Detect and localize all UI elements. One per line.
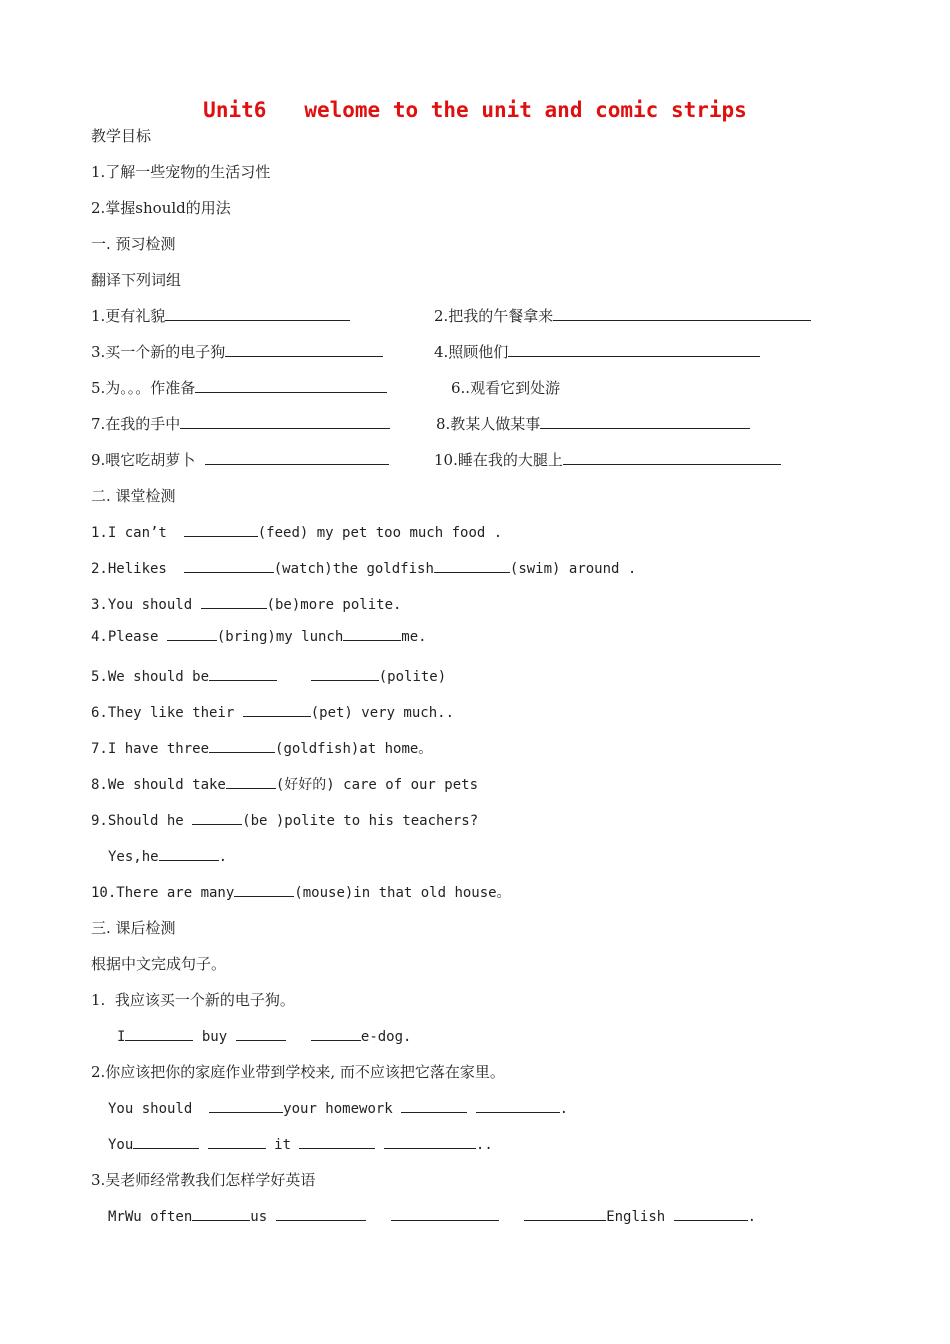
exercise-line: I buy e-dog. [117,1026,411,1047]
vocab-item: 6..观看它到处游 [451,379,561,397]
answer-blank[interactable] [236,1026,286,1041]
answer-blank[interactable] [195,378,387,393]
answer-blank[interactable] [125,1026,193,1041]
answer-blank[interactable] [225,342,383,357]
exercise-line: You it .. [108,1134,493,1155]
exercise-line: MrWu often us English . [108,1206,756,1227]
answer-blank[interactable] [343,626,401,641]
answer-blank[interactable] [208,1134,266,1149]
section-1-instruction: 翻译下列词组 [91,271,182,289]
exercise-line: 9.Should he (be )polite to his teachers? [91,810,478,831]
vocab-item: 7.在我的手中 [91,414,390,434]
exercise-line: You should your homework . [108,1098,568,1119]
section-3-instruction: 根据中文完成句子。 [91,955,227,973]
vocab-item: 4.照顾他们 [434,342,760,362]
sentence-prompt: 2.你应该把你的家庭作业带到学校来, 而不应该把它落在家里。 [91,1063,505,1081]
answer-blank[interactable] [205,450,389,465]
sentence-prompt: 1. 我应该买一个新的电子狗。 [91,991,295,1009]
vocab-item: 8.教某人做某事 [436,414,750,434]
exercise-line: 7.I have three (goldfish)at home。 [91,738,432,759]
exercise-line: 5.We should be (polite) [91,666,446,687]
answer-blank[interactable] [299,1134,375,1149]
document-title: Unit6 welome to the unit and comic strips [203,98,747,122]
answer-blank[interactable] [234,882,294,897]
vocab-item: 5.为。。。作准备 [91,378,387,398]
answer-blank[interactable] [508,342,760,357]
goal-2: 2.掌握should的用法 [91,199,231,217]
exercise-line: 8.We should take (好好的) care of our pets [91,774,478,795]
exercise-line: 6.They like their (pet) very much.. [91,702,454,723]
exercise-line: Yes,he . [108,846,227,867]
exercise-line: 2.Helikes (watch)the goldfish (swim) around . [91,558,636,579]
answer-blank[interactable] [184,522,258,537]
vocab-item: 1.更有礼貌 [91,306,350,326]
section-1-heading: 一. 预习检测 [91,235,176,253]
answer-blank[interactable] [159,846,219,861]
answer-blank[interactable] [165,306,350,321]
answer-blank[interactable] [553,306,811,321]
answer-blank[interactable] [209,1098,283,1113]
answer-blank[interactable] [384,1134,476,1149]
answer-blank[interactable] [311,1026,361,1041]
answer-blank[interactable] [276,1206,366,1221]
answer-blank[interactable] [401,1098,467,1113]
section-3-heading: 三. 课后检测 [91,919,176,937]
answer-blank[interactable] [209,666,277,681]
answer-blank[interactable] [226,774,276,789]
answer-blank[interactable] [476,1098,560,1113]
answer-blank[interactable] [311,666,379,681]
answer-blank[interactable] [184,558,274,573]
answer-blank[interactable] [243,702,311,717]
vocab-item: 3.买一个新的电子狗 [91,342,383,362]
answer-blank[interactable] [540,414,750,429]
goal-1: 1.了解一些宠物的生活习性 [91,163,271,181]
answer-blank[interactable] [524,1206,606,1221]
answer-blank[interactable] [192,810,242,825]
answer-blank[interactable] [133,1134,199,1149]
exercise-line: 3.You should (be)more polite. [91,594,401,615]
vocab-item: 9.喂它吃胡萝卜 [91,450,389,470]
answer-blank[interactable] [192,1206,250,1221]
exercise-line: 4.Please (bring)my lunch me. [91,626,427,647]
vocab-item: 2.把我的午餐拿来 [434,306,811,326]
exercise-line: 10.There are many (mouse)in that old house。 [91,882,511,903]
answer-blank[interactable] [201,594,267,609]
answer-blank[interactable] [180,414,390,429]
answer-blank[interactable] [434,558,510,573]
exercise-line: 1.I can’t (feed) my pet too much food . [91,522,502,543]
sentence-prompt: 3.吴老师经常教我们怎样学好英语 [91,1171,316,1189]
vocab-item: 10.睡在我的大腿上 [434,450,781,470]
section-2-heading: 二. 课堂检测 [91,487,176,505]
goals-label: 教学目标 [91,127,152,145]
answer-blank[interactable] [563,450,781,465]
answer-blank[interactable] [674,1206,748,1221]
answer-blank[interactable] [167,626,217,641]
answer-blank[interactable] [209,738,275,753]
answer-blank[interactable] [391,1206,499,1221]
